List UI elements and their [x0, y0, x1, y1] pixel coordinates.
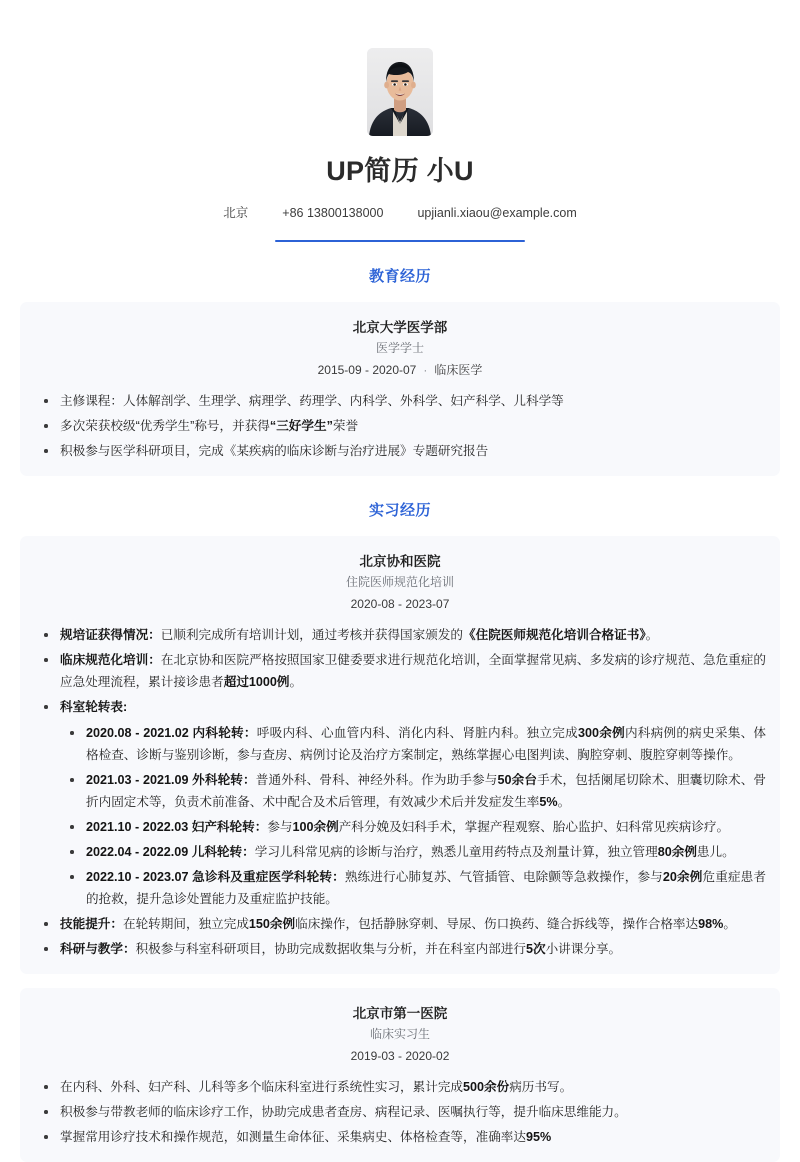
bullet-item	[34, 440, 766, 462]
bullet-item	[34, 1076, 766, 1098]
bullet-item	[34, 696, 766, 910]
contact-line	[20, 204, 780, 222]
bullet-text: 多次荣获校级“优秀学生”称号，并获得“三好学生”荣誉	[60, 419, 359, 433]
bullet-item	[34, 390, 766, 412]
bullet-item	[34, 649, 766, 693]
bullet-text: 技能提升：在轮转期间，独立完成150余例临床操作，包括静脉穿刺、导尿、伤口换药、缝合拆线等，操作合格率达98%。	[60, 917, 736, 931]
entry-organization: 北京协和医院	[359, 554, 441, 569]
portrait-photo	[367, 48, 433, 136]
section-title: 实习经历	[368, 502, 431, 519]
sections-root	[20, 266, 780, 1162]
sub-bullet-item	[60, 816, 766, 838]
header-divider	[275, 240, 525, 242]
entry-meta	[34, 361, 766, 380]
bullet-text: 临床规范化培训：在北京协和医院严格按照国家卫健委要求进行规范化培训，全面掌握常见病、多发病的诊疗规范、急危重症的应急处理流程，累计接诊患者超过1000例。	[60, 653, 767, 689]
entry-major: 临床医学	[434, 363, 483, 377]
bullet-list	[34, 390, 766, 462]
bullet-text: 掌握常用诊疗技术和操作规范，如测量生命体征、采集病史、体格检查等，准确率达95%	[60, 1130, 552, 1144]
avatar-wrapper	[20, 48, 780, 136]
sub-bullet-item	[60, 769, 766, 813]
contact-location: 北京	[223, 206, 249, 220]
entry-meta	[34, 595, 766, 614]
page-title: UP简历 小U	[326, 156, 474, 186]
bullet-text: 规培证获得情况：已顺利完成所有培训计划，通过考核并获得国家颁发的《住院医师规范化培训合格证书》。	[60, 628, 659, 642]
entry-role: 住院医师规范化培训	[345, 575, 454, 589]
entry-date-range: 2020-08 - 2023-07	[350, 597, 450, 611]
bullet-item	[34, 938, 766, 960]
entry-card	[20, 302, 780, 476]
entry-card	[20, 536, 780, 974]
entry-card	[20, 988, 780, 1162]
entry-role: 临床实习生	[369, 1027, 430, 1041]
bullet-text: 在内科、外科、妇产科、儿科等多个临床科室进行系统性实习，累计完成500余份病历书写。	[60, 1080, 573, 1094]
bullet-text: 主修课程：人体解剖学、生理学、病理学、药理学、内科学、外科学、妇产科学、儿科学等	[60, 394, 564, 408]
entry-head	[34, 1004, 766, 1066]
entry-organization: 北京大学医学部	[352, 320, 448, 335]
entry-date-range: 2015-09 - 2020-07	[317, 363, 417, 377]
bullet-item	[34, 415, 766, 437]
sub-bullet-text: 2020.08 - 2021.02 内科轮转：呼吸内科、心血管内科、消化内科、肾脏内科。独立完成300余例内科病例的病史采集、体格检查、诊断与鉴别诊断，参与查房、病例讨论及治疗方案制定，熟练掌握心电图判读、胸腔穿刺、腹腔穿刺等操作。	[86, 726, 767, 762]
sub-bullet-item	[60, 722, 766, 766]
bullet-text: 科室轮转表:	[60, 700, 128, 714]
bullet-item	[34, 624, 766, 646]
bullet-list	[34, 624, 766, 960]
entry-role: 医学学士	[375, 341, 424, 355]
entry-organization: 北京市第一医院	[352, 1006, 448, 1021]
bullet-list	[34, 1076, 766, 1148]
bullet-item	[34, 913, 766, 935]
bullet-text: 积极参与医学科研项目，完成《某疾病的临床诊断与治疗进展》专题研究报告	[60, 444, 489, 458]
entry-meta	[34, 1047, 766, 1066]
bullet-text: 科研与教学：积极参与科室科研项目，协助完成数据收集与分析，并在科室内部进行5次小讲课分享。	[60, 942, 622, 956]
entry-date-range: 2019-03 - 2020-02	[350, 1049, 450, 1063]
section-0	[20, 266, 780, 476]
sub-bullet-text: 2021.03 - 2021.09 外科轮转：普通外科、骨科、神经外科。作为助手参与50余台手术，包括阑尾切除术、胆囊切除术、骨折内固定术等，负责术前准备、术中配合及术后管理，有效减少术后并发症发生率5%。	[86, 773, 767, 809]
contact-phone: +86 13800138000	[282, 206, 384, 220]
contact-email: upjianli.xiaou@example.com	[417, 206, 577, 220]
entry-head	[34, 552, 766, 614]
sub-bullet-item	[60, 841, 766, 863]
bullet-text: 积极参与带教老师的临床诊疗工作，协助完成患者查房、病程记录、医嘱执行等，提升临床思维能力。	[60, 1105, 627, 1119]
bullet-item	[34, 1101, 766, 1123]
resume-header	[20, 0, 780, 242]
meta-separator-dot: ·	[423, 363, 428, 377]
sub-bullet-list	[60, 722, 766, 910]
sub-bullet-text: 2022.04 - 2022.09 儿科轮转：学习儿科常见病的诊断与治疗，熟悉儿童用药特点及剂量计算，独立管理80余例患儿。	[86, 845, 735, 859]
section-1	[20, 500, 780, 1162]
sub-bullet-text: 2022.10 - 2023.07 急诊科及重症医学科轮转：熟练进行心肺复苏、气管插管、电除颤等急救操作，参与20余例危重症患者的抢救，提升急诊处置能力及重症监护技能。	[86, 870, 766, 906]
sub-bullet-item	[60, 866, 766, 910]
entry-head	[34, 318, 766, 380]
bullet-item	[34, 1126, 766, 1148]
sub-bullet-text: 2021.10 - 2022.03 妇产科轮转：参与100余例产科分娩及妇科手术，掌握产程观察、胎心监护、妇科常见疾病诊疗。	[86, 820, 730, 834]
section-title: 教育经历	[368, 268, 431, 285]
